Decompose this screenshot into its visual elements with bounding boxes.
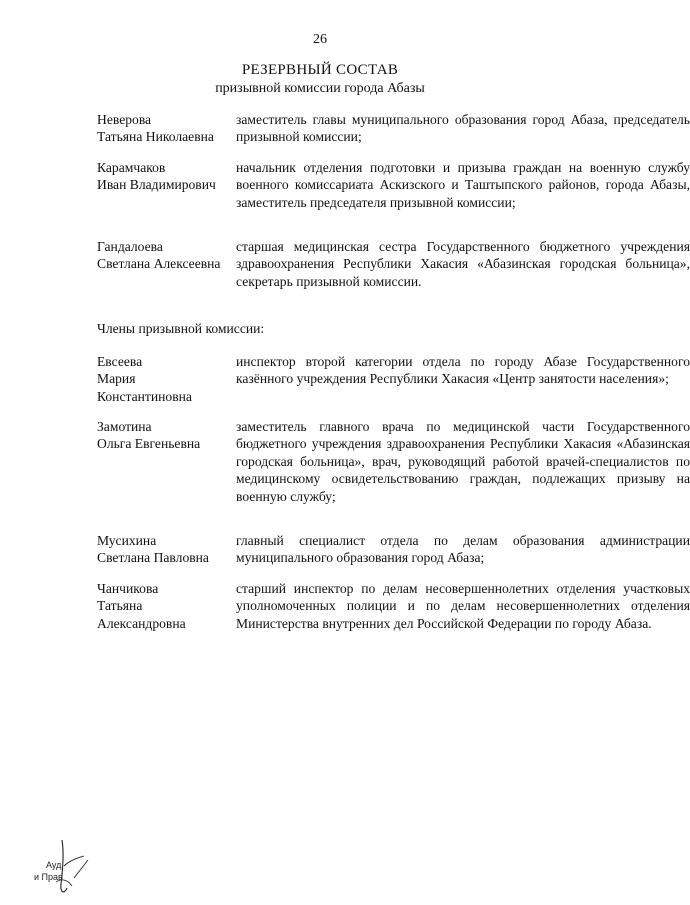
name-line: Гандалоева xyxy=(97,239,163,254)
person-name xyxy=(97,111,237,146)
stamp-text: и Прав xyxy=(34,872,63,882)
name-line: Замотина xyxy=(97,419,152,434)
name-line: Светлана Алексеевна xyxy=(97,256,221,272)
document-title: РЕЗЕРВНЫЙ СОСТАВ xyxy=(241,62,399,78)
person-role: старшая медицинская сестра Государственного бюджетного учреждения здравоохранения Республики Хакасия «Абазинская городская больница», секретарь призывной комиссии. xyxy=(236,239,690,289)
name-line: Александровна xyxy=(97,615,186,631)
person-name xyxy=(97,238,237,273)
person-role: главный специалист отдела по делам образования администрации муниципального образования город Абаза; xyxy=(236,533,690,566)
person-role: начальник отделения подготовки и призыва граждан на военную службу военного комиссариата Аскизского и Таштыпского районов, города Абазы, заместитель председателя призывной комиссии; xyxy=(236,160,690,210)
name-line: Евсеева xyxy=(97,354,143,369)
person-role: заместитель главного врача по медицинской части Государственного бюджетного учреждения здравоохранения Республики Хакасия «Абазинская городская больница», врач, руководящий работой врачей-специалистов по медицинскому освидетельствованию граждан, подлежащих призыву на военную службу; xyxy=(236,419,690,504)
name-line: Ольга Евгеньевна xyxy=(97,436,201,452)
person-name xyxy=(97,532,237,567)
name-line: Мария xyxy=(97,371,136,387)
document-subtitle: призывной комиссии города Абазы xyxy=(215,81,425,96)
signature-icon xyxy=(34,838,114,898)
members-heading: Члены призывной комиссии: xyxy=(97,321,265,336)
person-role: старший инспектор по делам несовершеннолетних отделения участковых уполномоченных полиции и по делам несовершеннолетних отделения Министерства внутренних дел Российской Федерации по городу Абаза. xyxy=(236,581,690,631)
name-line: Карамчаков xyxy=(97,160,166,175)
person-name xyxy=(97,580,237,632)
name-line: Иван Владимирович xyxy=(97,177,216,193)
person-role: заместитель главы муниципального образования город Абаза, председатель призывной комиссии; xyxy=(236,112,690,145)
name-line: Неверова xyxy=(97,112,152,127)
person-name xyxy=(97,353,237,405)
signature-stamp-fragment xyxy=(34,838,114,898)
stamp-text: Ауд xyxy=(46,860,62,870)
person-name xyxy=(97,159,237,194)
name-line: Мусихина xyxy=(97,533,157,548)
person-role: инспектор второй категории отдела по городу Абазе Государственного казённого учреждения Республики Хакасия «Центр занятости населения»; xyxy=(236,354,690,387)
name-line: Чанчикова xyxy=(97,581,159,596)
page-number: 26 xyxy=(313,32,327,47)
name-line: Светлана Павловна xyxy=(97,550,209,566)
name-line: Татьяна xyxy=(97,598,143,614)
name-line: Татьяна Николаевна xyxy=(97,129,214,145)
name-line: Константиновна xyxy=(97,388,192,404)
person-name xyxy=(97,418,237,453)
